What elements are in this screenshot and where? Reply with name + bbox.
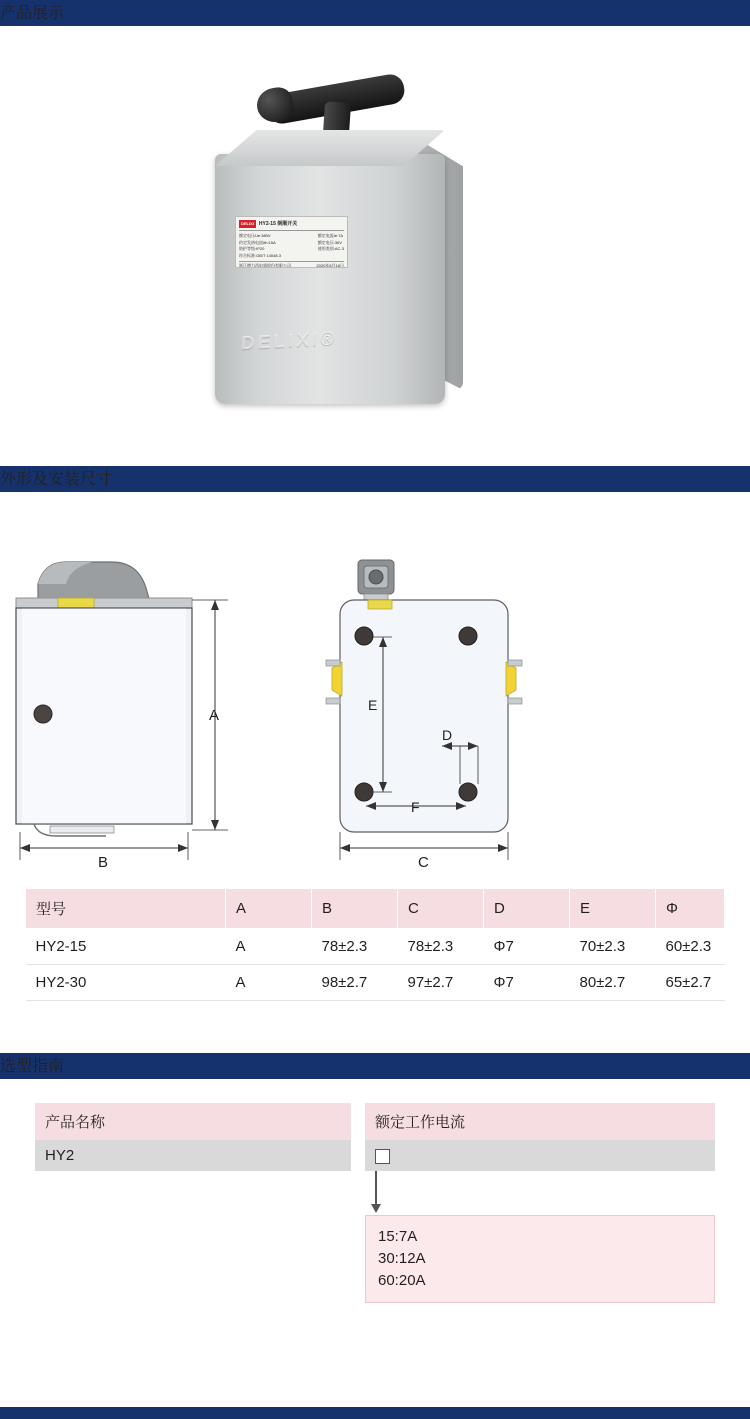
dim-label-c: C xyxy=(418,854,429,871)
cell-d: Φ7 xyxy=(484,965,570,1001)
guide-current-value xyxy=(365,1140,715,1171)
section-header-product-display xyxy=(0,0,750,26)
cell-model: HY2-15 xyxy=(26,929,226,965)
dim-label-b: B xyxy=(98,854,109,871)
nameplate-spec: 符合标准:GB/T 14048.3 xyxy=(239,252,281,258)
guide-current-options xyxy=(365,1215,715,1303)
col-header-b: B xyxy=(312,889,398,929)
cell-phi: 65±2.7 xyxy=(656,965,725,1001)
cell-a: A xyxy=(226,965,312,1001)
nameplate-brand: DELIXI xyxy=(241,221,254,226)
section-header-selection-guide xyxy=(0,1053,750,1079)
nameplate-company: 浙江德力西电器股份有限公司 xyxy=(239,263,291,268)
nameplate-spec: 额定电压Ue:380V xyxy=(239,233,271,238)
guide-product-name-value: HY2 xyxy=(35,1140,351,1171)
product-image-stage xyxy=(0,26,750,466)
cell-d: Φ7 xyxy=(484,929,570,965)
cell-c: 97±2.7 xyxy=(398,965,484,1001)
guide-product-name-column xyxy=(35,1103,351,1171)
col-header-d: D xyxy=(484,889,570,929)
nameplate-spec: 防护等级:IP20 xyxy=(239,246,265,251)
switch-embossed-brand: DELIXI® xyxy=(240,328,338,355)
guide-current-column xyxy=(365,1103,715,1171)
nameplate-spec: 额定电流Ie:7A xyxy=(317,233,344,238)
cell-a: A xyxy=(226,929,312,965)
product-nameplate xyxy=(235,216,348,268)
dimension-drawing xyxy=(0,492,750,882)
switch-body xyxy=(215,154,445,404)
col-header-e: E xyxy=(570,889,656,929)
cell-phi: 60±2.3 xyxy=(656,929,725,965)
section-header-product-display-label: 产品展示 xyxy=(0,5,65,22)
nameplate-right-specs xyxy=(318,233,344,259)
section-header-dimensions-label: 外形及安装尺寸 xyxy=(0,471,113,488)
cell-c: 78±2.3 xyxy=(398,929,484,965)
product-switch-illustration xyxy=(215,76,535,426)
dim-label-d: D xyxy=(442,727,453,743)
nameplate-spec: 使用类别:AC-3 xyxy=(317,246,344,251)
dimension-spec-table xyxy=(25,888,725,1001)
cell-e: 80±2.7 xyxy=(570,965,656,1001)
guide-current-header: 额定工作电流 xyxy=(365,1103,715,1140)
cell-b: 78±2.3 xyxy=(312,929,398,965)
guide-product-name-header: 产品名称 xyxy=(35,1103,351,1140)
col-header-phi: Φ xyxy=(656,889,725,929)
bottom-section-strip xyxy=(0,1407,750,1419)
guide-option: 15:7A xyxy=(378,1228,418,1245)
guide-arrow-icon xyxy=(375,1171,377,1205)
cell-e: 70±2.3 xyxy=(570,929,656,965)
table-header-row xyxy=(26,889,725,929)
nameplate-date: 2020年6月16日 xyxy=(316,263,344,268)
placeholder-square-icon xyxy=(375,1149,390,1164)
cell-b: 98±2.7 xyxy=(312,965,398,1001)
dim-label-a: A xyxy=(209,707,220,724)
dim-label-e: E xyxy=(368,697,378,713)
bottom-bar xyxy=(0,1407,750,1419)
col-header-c: C xyxy=(398,889,484,929)
section-header-selection-guide-label: 选型指南 xyxy=(0,1058,65,1075)
table-row xyxy=(26,965,725,1001)
nameplate-left-specs xyxy=(239,233,281,259)
dim-label-f: F xyxy=(411,799,420,815)
cell-model: HY2-30 xyxy=(26,965,226,1001)
nameplate-spec: 额定电压:36V xyxy=(317,239,342,245)
guide-option: 60:20A xyxy=(378,1272,426,1289)
nameplate-model: HY2-15 倒顺开关 xyxy=(258,221,298,227)
selection-guide xyxy=(35,1103,715,1313)
col-header-a: A xyxy=(226,889,312,929)
table-row xyxy=(26,929,725,965)
col-header-model: 型号 xyxy=(26,889,226,929)
nameplate-spec: 约定发热电流Ith:15A xyxy=(239,239,276,245)
guide-option: 30:12A xyxy=(378,1250,426,1267)
dimension-drawing-stage xyxy=(0,492,750,882)
section-header-dimensions xyxy=(0,466,750,492)
